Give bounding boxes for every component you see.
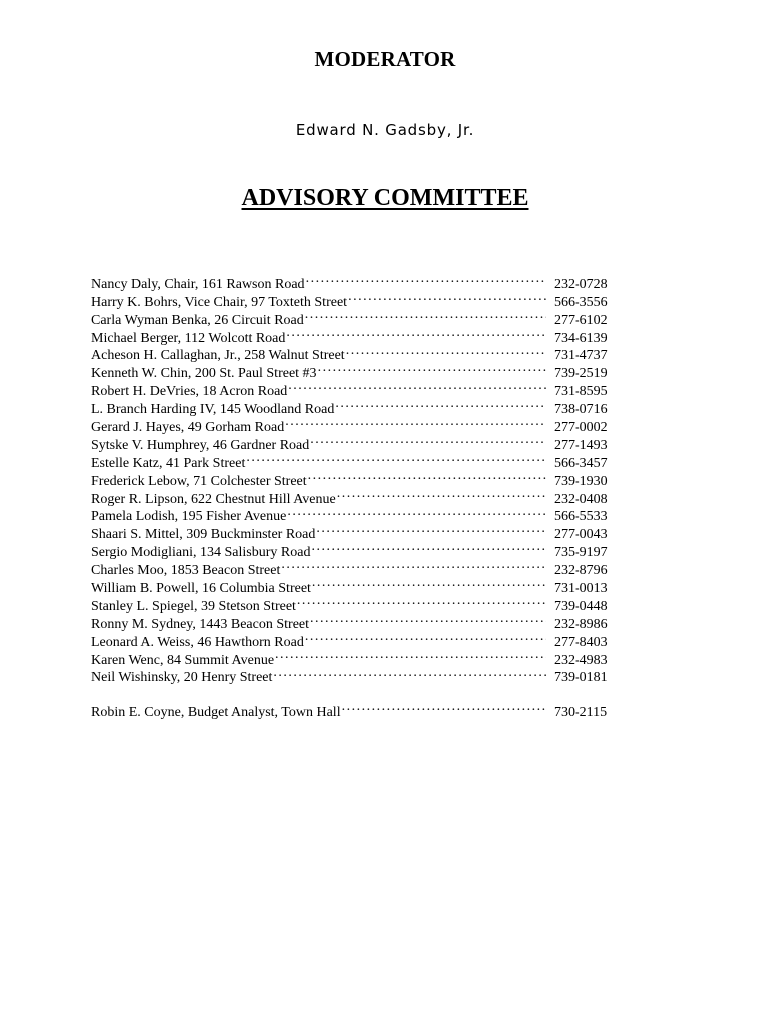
member-name-address: Carla Wyman Benka, 26 Circuit Road xyxy=(91,312,304,328)
member-phone: 566-3556 xyxy=(554,294,608,310)
member-phone: 232-8986 xyxy=(554,616,608,632)
member-name-address: Ronny M. Sydney, 1443 Beacon Street xyxy=(91,616,310,632)
dot-leader xyxy=(286,324,546,342)
member-name-address: Sergio Modigliani, 134 Salisbury Road xyxy=(91,545,311,561)
member-name-address: Stanley L. Spiegel, 39 Stetson Street xyxy=(91,598,296,614)
dot-leader xyxy=(312,574,546,592)
moderator-heading: MODERATOR xyxy=(314,47,456,71)
member-name-address: Acheson H. Callaghan, Jr., 258 Walnut Street xyxy=(91,348,345,364)
member-name-address: Harry K. Bohrs, Vice Chair, 97 Toxteth Street xyxy=(91,294,348,310)
member-phone: 232-0728 xyxy=(554,276,608,292)
dot-leader xyxy=(273,664,546,682)
dot-leader xyxy=(297,592,546,610)
member-phone: 232-8796 xyxy=(554,563,608,579)
advisory-committee-heading: ADVISORY COMMITTEE xyxy=(241,185,529,211)
dot-leader xyxy=(275,646,546,664)
dot-leader xyxy=(288,377,546,395)
member-phone: 739-2519 xyxy=(554,366,608,382)
member-name-address: William B. Powell, 16 Columbia Street xyxy=(91,581,311,597)
member-phone: 735-9197 xyxy=(554,545,608,561)
member-name-address: Gerard J. Hayes, 49 Gorham Road xyxy=(91,420,285,436)
member-phone: 277-6102 xyxy=(554,312,608,328)
committee-member-list xyxy=(91,270,613,721)
dot-leader xyxy=(342,698,546,716)
dot-leader xyxy=(335,395,546,413)
dot-leader xyxy=(246,449,546,467)
dot-leader xyxy=(337,485,546,503)
member-phone: 277-0043 xyxy=(554,527,608,543)
dot-leader xyxy=(287,503,546,521)
dot-leader xyxy=(311,538,546,556)
member-phone: 566-3457 xyxy=(554,455,608,471)
dot-leader xyxy=(308,467,546,485)
dot-leader xyxy=(281,556,546,574)
member-phone: 731-0013 xyxy=(554,581,608,597)
dot-leader xyxy=(305,306,546,324)
dot-leader xyxy=(346,342,546,360)
staff-phone: 730-2115 xyxy=(554,705,608,721)
staff-entry xyxy=(91,698,613,721)
dot-leader xyxy=(348,288,546,306)
member-phone: 739-1930 xyxy=(554,473,608,489)
member-phone: 277-1493 xyxy=(554,437,608,453)
member-phone: 731-4737 xyxy=(554,348,608,364)
member-name-address: Frederick Lebow, 71 Colchester Street xyxy=(91,473,307,489)
member-name-address: Charles Moo, 1853 Beacon Street xyxy=(91,563,281,579)
dot-leader xyxy=(318,359,546,377)
dot-leader xyxy=(305,628,546,646)
member-name-address: Shaari S. Mittel, 309 Buckminster Road xyxy=(91,527,316,543)
member-phone: 738-0716 xyxy=(554,402,608,418)
member-name-address: Pamela Lodish, 195 Fisher Avenue xyxy=(91,509,287,525)
member-name-address: Robert H. DeVries, 18 Acron Road xyxy=(91,384,288,400)
moderator-name: Edward N. Gadsby, Jr. xyxy=(295,121,475,139)
member-name-address: Karen Wenc, 84 Summit Avenue xyxy=(91,652,275,668)
member-name-address: Kenneth W. Chin, 200 St. Paul Street #3 xyxy=(91,366,317,382)
member-phone: 566-5533 xyxy=(554,509,608,525)
member-phone: 739-0448 xyxy=(554,598,608,614)
member-name-address: Neil Wishinsky, 20 Henry Street xyxy=(91,670,273,686)
dot-leader xyxy=(285,413,546,431)
member-name-address: Leonard A. Weiss, 46 Hawthorn Road xyxy=(91,634,304,650)
dot-leader xyxy=(316,520,546,538)
dot-leader xyxy=(310,431,546,449)
member-phone: 277-0002 xyxy=(554,420,608,436)
member-phone: 734-6139 xyxy=(554,330,608,346)
member-entry xyxy=(91,270,613,292)
member-phone: 739-0181 xyxy=(554,670,608,686)
dot-leader xyxy=(310,610,546,628)
member-phone: 277-8403 xyxy=(554,634,608,650)
staff-name-address: Robin E. Coyne, Budget Analyst, Town Hall xyxy=(91,705,341,721)
member-name-address: Nancy Daly, Chair, 161 Rawson Road xyxy=(91,276,305,292)
member-name-address: Estelle Katz, 41 Park Street xyxy=(91,455,246,471)
member-phone: 232-4983 xyxy=(554,652,608,668)
member-phone: 232-0408 xyxy=(554,491,608,507)
member-name-address: L. Branch Harding IV, 145 Woodland Road xyxy=(91,402,335,418)
member-name-address: Sytske V. Humphrey, 46 Gardner Road xyxy=(91,437,310,453)
member-name-address: Michael Berger, 112 Wolcott Road xyxy=(91,330,286,346)
member-name-address: Roger R. Lipson, 622 Chestnut Hill Avenue xyxy=(91,491,336,507)
member-phone: 731-8595 xyxy=(554,384,608,400)
dot-leader xyxy=(306,270,546,288)
